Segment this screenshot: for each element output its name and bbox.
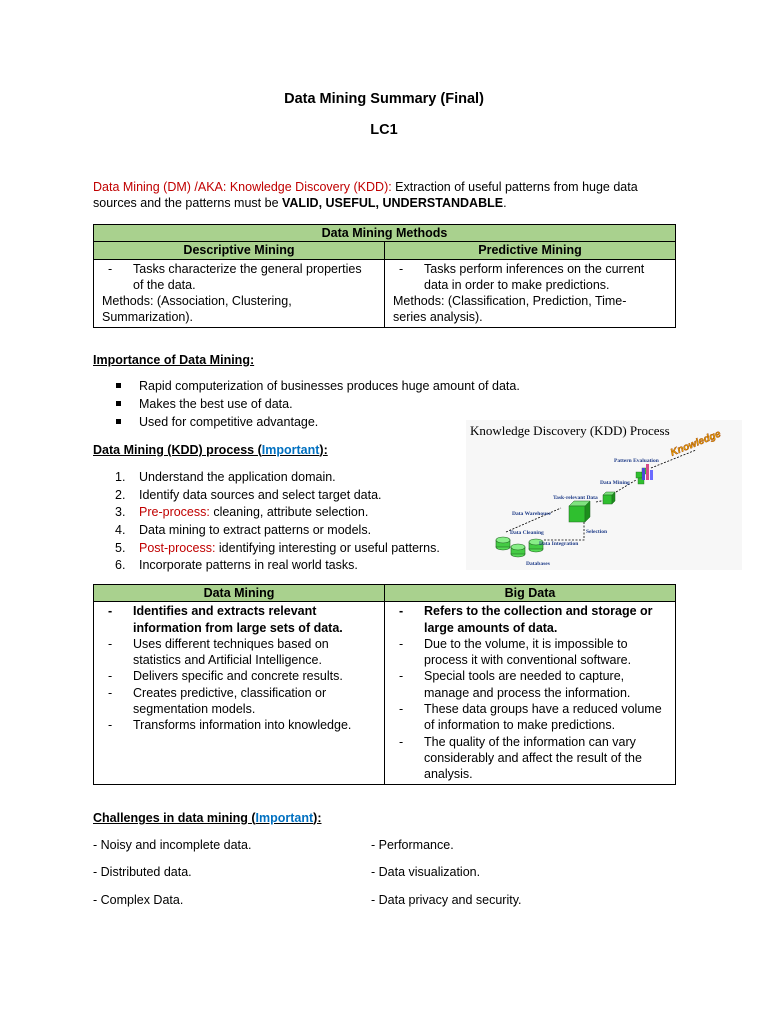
- list-item: 3. Pre-process: cleaning, attribute selection.: [115, 505, 369, 520]
- label-data-warehouse: Data Warehouse: [512, 511, 551, 517]
- data-warehouse-icon: [569, 501, 590, 522]
- label-task-relevant-data: Task-relevant Data: [553, 495, 598, 501]
- definition-line-1: [93, 179, 693, 195]
- label-databases: Databases: [526, 561, 550, 567]
- descriptive-header: Descriptive Mining: [94, 242, 385, 259]
- methods-table-header: Data Mining Methods: [94, 225, 676, 242]
- label-selection: Selection: [586, 529, 608, 535]
- challenge-item: - Data privacy and security.: [371, 893, 522, 907]
- challenges-heading: Challenges in data mining (Important):: [93, 811, 322, 825]
- post-process-label: Post-process:: [139, 540, 216, 555]
- important-tag: Important: [255, 811, 314, 825]
- challenge-item: - Distributed data.: [93, 865, 192, 879]
- page-title: Data Mining Summary (Final): [284, 91, 484, 107]
- comparison-table: [93, 584, 676, 785]
- predictive-methods: Methods: (Classification, Prediction, Time- series analysis).: [393, 294, 627, 325]
- list-item: 2. Identify data sources and select target data.: [115, 487, 382, 502]
- definition-bold: VALID, USEFUL, UNDERSTANDABLE: [282, 196, 504, 210]
- definition-end: .: [503, 196, 507, 210]
- challenge-item: - Performance.: [371, 838, 454, 852]
- definition-paragraph: [93, 179, 693, 211]
- challenge-item: - Data visualization.: [371, 865, 481, 879]
- predictive-task: - Tasks perform inferences on the current data in order to make predictions.: [399, 261, 645, 292]
- definition-line-2: [93, 195, 693, 211]
- databases-icon: [496, 537, 543, 557]
- list-item: - Refers to the collection and storage or large amounts of data.: [399, 604, 653, 635]
- label-pattern-evaluation: Pattern Evaluation: [614, 458, 659, 464]
- data-mining-header: Data Mining: [94, 585, 385, 602]
- descriptive-task: - Tasks characterize the general properties of the data.: [108, 261, 362, 292]
- predictive-cell: [385, 259, 676, 327]
- list-item: - Delivers specific and concrete results.: [108, 669, 343, 684]
- list-item: Used for competitive advantage.: [93, 414, 573, 432]
- label-data-mining: Data Mining: [600, 480, 630, 486]
- task-relevant-data-icon: [603, 492, 615, 504]
- list-item: - The quality of the information can vary considerably and affect the result of the analysis.: [399, 734, 642, 782]
- kdd-process-diagram: [466, 420, 742, 570]
- pre-process-label: Pre-process:: [139, 505, 210, 520]
- kdd-heading: Data Mining (KDD) process (Important):: [93, 443, 328, 457]
- methods-table: [93, 224, 676, 328]
- list-item: - These data groups have a reduced volume of information to make predictions.: [399, 702, 662, 733]
- page-subtitle: LC1: [370, 122, 398, 138]
- definition-term: Data Mining (DM) /AKA: Knowledge Discovery (KDD):: [93, 180, 392, 194]
- list-item: - Creates predictive, classification or segmentation models.: [108, 685, 327, 717]
- label-data-integration: Data Integration: [539, 541, 579, 547]
- list-item: - Uses different techniques based on statistics and Artificial Intelligence.: [108, 636, 329, 668]
- important-tag: Important: [261, 443, 320, 457]
- big-data-header: Big Data: [385, 585, 676, 602]
- challenge-item: - Noisy and incomplete data.: [93, 838, 252, 852]
- list-item: - Due to the volume, it is impossible to process it with conventional software.: [399, 636, 632, 668]
- list-item: 1. Understand the application domain.: [115, 470, 336, 484]
- descriptive-cell: [94, 259, 385, 327]
- arrow-icon: [544, 522, 584, 540]
- big-data-cell: [385, 602, 676, 784]
- pattern-evaluation-icon: [642, 464, 653, 480]
- challenge-item: - Complex Data.: [93, 893, 184, 907]
- label-knowledge: Knowledge: [669, 428, 723, 459]
- list-item: Rapid computerization of businesses produces huge amount of data.: [93, 378, 573, 396]
- list-item: 6. Incorporate patterns in real world tasks.: [115, 558, 358, 573]
- list-item: - Special tools are needed to capture, manage and process the information.: [399, 669, 631, 700]
- list-item: - Transforms information into knowledge.: [108, 718, 352, 733]
- kdd-diagram-title: Knowledge Discovery (KDD) Process: [470, 423, 670, 438]
- descriptive-methods: Methods: (Association, Clustering, Summarization).: [102, 294, 292, 325]
- label-data-cleaning: Data Cleaning: [510, 530, 544, 536]
- list-item: - Identifies and extracts relevant information from large sets of data.: [108, 604, 343, 635]
- definition-text-2: sources and the patterns must be: [93, 196, 282, 210]
- definition-text-1: Extraction of useful patterns from huge data: [391, 180, 638, 194]
- importance-heading: Importance of Data Mining:: [93, 353, 255, 367]
- data-mining-cell: [94, 602, 385, 784]
- kdd-steps: [93, 469, 473, 575]
- list-item: 5. Post-process: identifying interesting or useful patterns.: [115, 540, 440, 555]
- kdd-diagram-svg: [466, 420, 742, 570]
- list-item: 4. Data mining to extract patterns or models.: [115, 523, 372, 538]
- predictive-header: Predictive Mining: [385, 242, 676, 259]
- list-item: Makes the best use of data.: [93, 396, 573, 414]
